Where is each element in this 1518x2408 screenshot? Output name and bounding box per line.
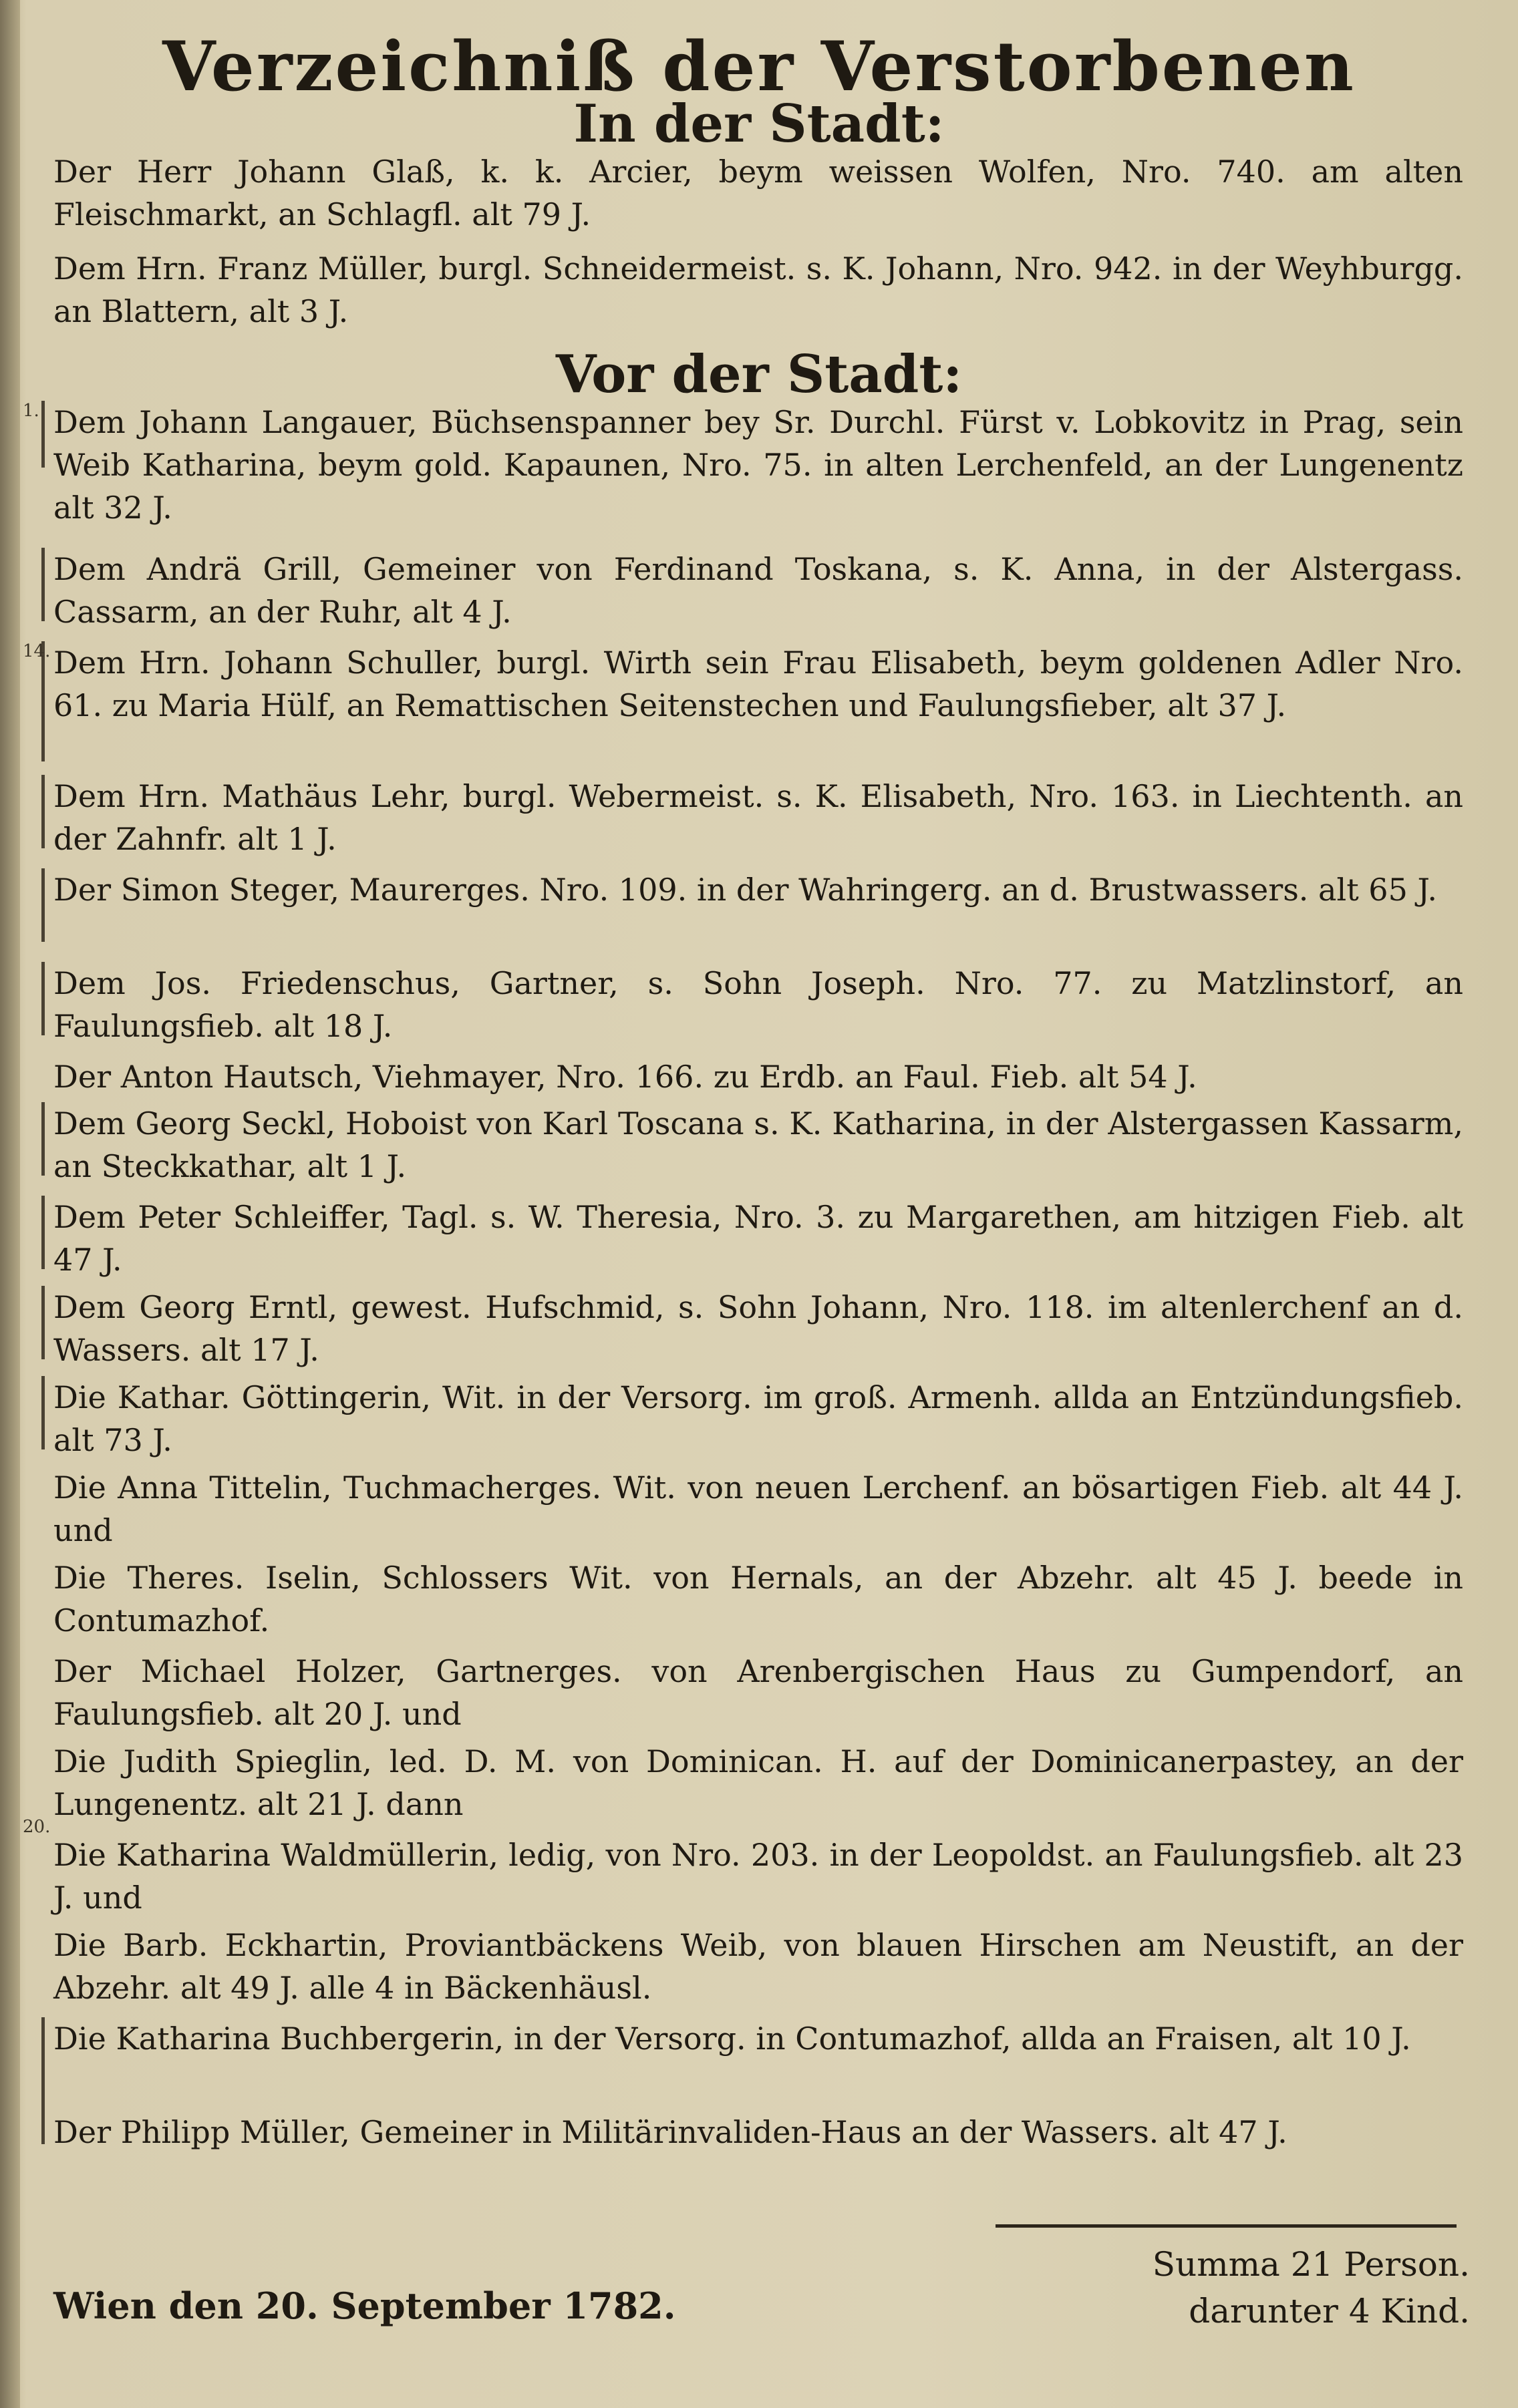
list-item: Der Herr Johann Glaß, k. k. Arcier, beym weissen Wolfen, Nro. 740. am alten Fleischmarkt, an Schlagfl. alt 79 J. xyxy=(53,154,1463,232)
list-item: Dem Peter Schleiffer, Tagl. s. W. Theresia, Nro. 3. zu Margarethen, am hitzigen Fieb. alt 47 J. xyxy=(53,1199,1463,1278)
list-item: Dem Jos. Friedenschus, Gartner, s. Sohn Joseph. Nro. 77. zu Matzlinstorf, an Faulungsfieb. alt 18 J. xyxy=(53,965,1463,1044)
section-heading-outside: Vor der Stadt: xyxy=(555,344,963,405)
list-item: Die Judith Spieglin, led. D. M. von Dominican. H. auf der Dominicanerpastey, an der Lungenentz. alt 21 J. dann xyxy=(53,1743,1463,1822)
margin-number: 20. xyxy=(23,1817,51,1837)
list-item: Der Philipp Müller, Gemeiner in Militärinvaliden-Haus an der Wassers. alt 47 J. xyxy=(53,2114,1287,2150)
list-item: Die Katharina Buchbergerin, in der Versorg. in Contumazhof, allda an Fraisen, alt 10 J. xyxy=(53,2021,1411,2057)
summary-rule xyxy=(996,2224,1457,2228)
list-item: Der Simon Steger, Maurerges. Nro. 109. in der Wahringerg. an d. Brustwassers. alt 65 J. xyxy=(53,872,1437,908)
summary-total: Summa 21 Person. xyxy=(1152,2245,1470,2284)
list-item: Dem Johann Langauer, Büchsenspanner bey Sr. Durchl. Fürst v. Lobkovitz in Prag, sein Weib Katharina, beym gold. Kapaunen, Nro. 75. in alten Lerchenfeld, an der Lungenentz alt 32 J. xyxy=(53,404,1463,526)
list-item: Dem Georg Seckl, Hoboist von Karl Toscana s. K. Katharina, in der Alstergassen Kassarm, an Steckkathar, alt 1 J. xyxy=(53,1105,1463,1184)
summary-children: darunter 4 Kind. xyxy=(1189,2292,1470,2331)
margin-bracket xyxy=(41,548,45,621)
list-item: Der Anton Hautsch, Viehmayer, Nro. 166. zu Erdb. an Faul. Fieb. alt 54 J. xyxy=(53,1059,1197,1095)
summary-block xyxy=(1069,2241,1470,2335)
document-title: Verzeichniß der Verstorbenen xyxy=(162,27,1356,107)
margin-bracket xyxy=(41,868,45,942)
list-item: Dem Hrn. Franz Müller, burgl. Schneidermeist. s. K. Johann, Nro. 942. in der Weyhburgg. an Blattern, alt 3 J. xyxy=(53,250,1463,329)
margin-bracket xyxy=(41,775,45,848)
margin-bracket xyxy=(41,1286,45,1359)
margin-bracket xyxy=(41,1196,45,1269)
list-item: Die Kathar. Göttingerin, Wit. in der Versorg. im groß. Armenh. allda an Entzündungsfieb. alt 73 J. xyxy=(53,1379,1463,1458)
list-item: Die Katharina Waldmüllerin, ledig, von Nro. 203. in der Leopoldst. an Faulungsfieb. alt 23 J. und xyxy=(53,1837,1463,1916)
list-item: Dem Hrn. Mathäus Lehr, burgl. Webermeist. s. K. Elisabeth, Nro. 163. in Liechtenth. an der Zahnfr. alt 1 J. xyxy=(53,778,1463,857)
margin-bracket xyxy=(41,1102,45,1176)
list-item: Die Theres. Iselin, Schlossers Wit. von Hernals, an der Abzehr. alt 45 J. beede in Contumazhof. xyxy=(53,1560,1463,1639)
margin-bracket xyxy=(41,962,45,1035)
date-line: Wien den 20. September 1782. xyxy=(53,2284,676,2327)
margin-number: 1. xyxy=(23,401,39,421)
list-item: Die Anna Tittelin, Tuchmacherges. Wit. von neuen Lerchenf. an bösartigen Fieb. alt 44 J. und xyxy=(53,1470,1463,1548)
list-item: Dem Hrn. Johann Schuller, burgl. Wirth sein Frau Elisabeth, beym goldenen Adler Nro. 61. zu Maria Hülf, an Remattischen Seitenstechen und Faulungsfieber, alt 37 J. xyxy=(53,645,1463,723)
margin-bracket xyxy=(41,401,45,468)
list-item: Die Barb. Eckhartin, Proviantbäckens Weib, von blauen Hirschen am Neustift, an der Abzehr. alt 49 J. alle 4 in Bäckenhäusl. xyxy=(53,1927,1463,2006)
margin-number: 14. xyxy=(23,641,51,661)
list-item: Dem Andrä Grill, Gemeiner von Ferdinand Toskana, s. K. Anna, in der Alstergass. Cassarm, an der Ruhr, alt 4 J. xyxy=(53,551,1463,630)
list-item: Dem Georg Erntl, gewest. Hufschmid, s. Sohn Johann, Nro. 118. im altenlerchenf an d. Wassers. alt 17 J. xyxy=(53,1289,1463,1368)
section-heading-city: In der Stadt: xyxy=(573,94,945,154)
margin-bracket xyxy=(41,2017,45,2144)
margin-bracket xyxy=(41,1376,45,1449)
list-item: Der Michael Holzer, Gartnerges. von Arenbergischen Haus zu Gumpendorf, an Faulungsfieb. alt 20 J. und xyxy=(53,1653,1463,1732)
